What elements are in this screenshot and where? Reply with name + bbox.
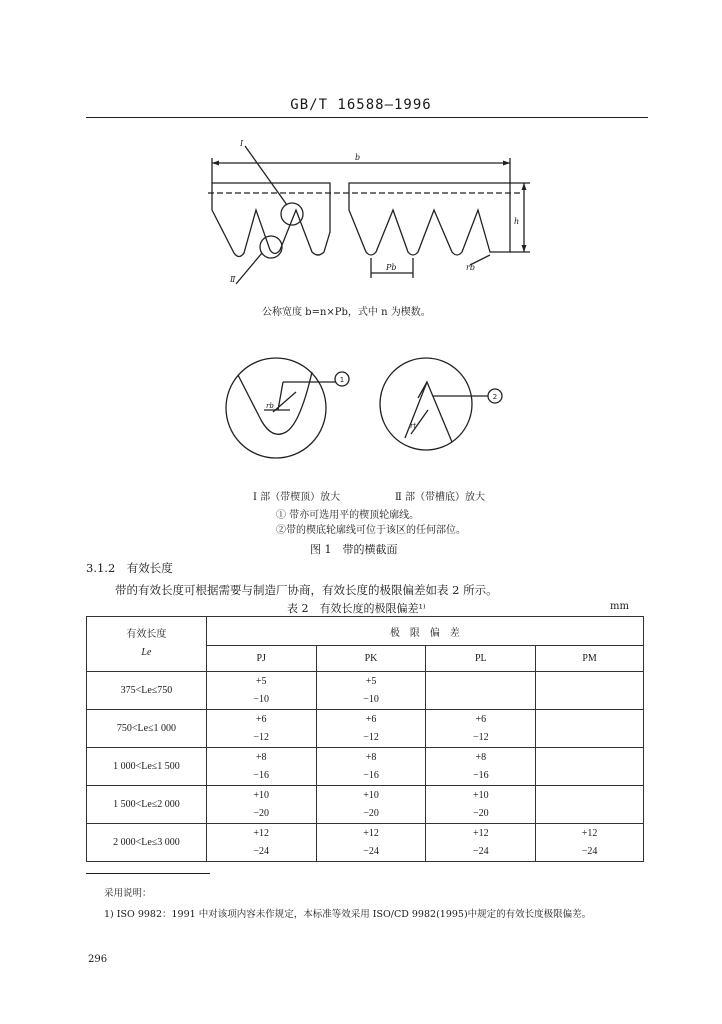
length-range-cell: 1 000<Le≤1 500 [87,748,207,786]
deviation-cell [426,672,536,710]
table-row [87,710,644,748]
table-row [87,672,644,710]
figure-formula: 公称宽度 b=n×Pb，式中 n 为楔数。 [262,307,431,318]
detail-caption-left: I 部（带楔顶）放大 [253,492,341,503]
circled-marker-2-label: 2 [492,393,498,401]
length-header-symbol: Le [141,647,152,658]
upper-deviation: +8 [475,751,487,763]
width-label: b [355,153,361,162]
deviation-group-header: 极 限 偏 差 [206,617,643,646]
lower-deviation: −24 [472,845,489,857]
upper-deviation: +6 [255,713,267,725]
deviation-cell [206,672,316,710]
upper-deviation: +8 [255,751,267,763]
lower-deviation: −16 [472,769,489,781]
deviation-cell [426,710,536,748]
deviation-cell [536,824,644,862]
column-header: PL [426,646,536,672]
pitch-label: Pb [386,263,397,272]
detail-circle-2 [380,358,472,450]
callout-label-I: I [240,139,244,148]
length-range-cell: 1 500<Le≤2 000 [87,786,207,824]
upper-deviation: +6 [475,713,487,725]
detail-1-profile [238,372,312,434]
footnote-heading: 采用说明： [104,888,152,899]
lower-deviation: −20 [253,807,270,819]
deviation-cell [426,748,536,786]
length-header-text: 有效长度 [126,629,167,640]
deviation-cell [206,748,316,786]
deviation-cell [316,824,426,862]
detail-2-radius-label: rt [410,422,417,430]
deviation-cell [206,710,316,748]
deviation-cell [316,710,426,748]
lower-deviation: −24 [253,845,270,857]
footnote-text: 1) ISO 9982：1991 中对该项内容未作规定，本标准等效采用 ISO/CD 9982(1995)中规定的有效长度极限偏差。 [104,909,592,920]
lower-deviation: −12 [472,731,489,743]
upper-deviation: +10 [253,789,270,801]
upper-deviation: +12 [581,827,598,839]
deviation-cell [206,824,316,862]
upper-deviation: +12 [472,827,489,839]
upper-deviation: +10 [472,789,489,801]
deviation-table [86,616,644,862]
section-paragraph: 带的有效长度可根据需要与制造厂协商，有效长度的极限偏差如表 2 所示。 [115,583,498,597]
column-header: PM [536,646,644,672]
deviation-cell [206,786,316,824]
callout-label-II: Ⅱ [230,275,236,284]
height-label: h [514,217,520,226]
table-row [87,786,644,824]
figure-title: 图 1 带的横截面 [310,543,398,556]
detail-circle-1 [226,358,326,458]
detail-1-radius-line [273,392,296,412]
deviation-cell [536,786,644,824]
lower-deviation: −20 [363,807,379,819]
table-row [87,748,644,786]
belt-right-segment [349,183,510,255]
lower-deviation: −20 [472,807,489,819]
deviation-cell [536,748,644,786]
length-range-cell: 750<Le≤1 000 [87,710,207,748]
upper-deviation: +5 [255,675,267,687]
lower-deviation: −10 [253,693,270,705]
upper-deviation: +6 [365,713,377,725]
page-number: 296 [88,954,108,965]
lower-deviation: −24 [581,845,598,857]
table-row [87,824,644,862]
deviation-cell [536,672,644,710]
column-header: PK [316,646,426,672]
lower-deviation: −16 [253,769,270,781]
lower-deviation: −12 [253,731,270,743]
deviation-cell [316,786,426,824]
document-header: GB/T 16588—1996 [290,97,432,113]
circled-marker-1-label: 1 [339,376,345,384]
figure-note-1: ① 带亦可选用平的楔顶轮廓线。 [276,510,420,521]
table-title: 表 2 有效长度的极限偏差¹⁾ [287,602,426,615]
deviation-cell [536,710,644,748]
callout-circle-II [260,236,282,258]
deviation-cell [316,672,426,710]
column-header: PJ [206,646,316,672]
deviation-cell [316,748,426,786]
deviation-cell [426,786,536,824]
footnote-rule [86,873,210,874]
lower-deviation: −16 [363,769,379,781]
belt-left-segment [212,183,330,257]
length-header [87,617,207,672]
radius-bottom-label: rb [466,263,475,272]
length-range-cell: 375<Le≤750 [87,672,207,710]
deviation-cell [426,824,536,862]
length-range-cell: 2 000<Le≤3 000 [87,824,207,862]
upper-deviation: +5 [365,675,377,687]
lower-deviation: −24 [363,845,379,857]
section-heading: 3.1.2 有效长度 [86,561,173,575]
lower-deviation: −12 [363,731,379,743]
lower-deviation: −10 [363,693,379,705]
detail-1-radius-label: rb [266,402,274,410]
upper-deviation: +12 [363,827,379,839]
table-unit: mm [610,601,629,612]
detail-caption-right: Ⅱ 部（带槽底）放大 [395,492,485,503]
upper-deviation: +10 [363,789,379,801]
figure-note-2: ②带的楔底轮廓线可位于该区的任何部位。 [276,525,466,536]
upper-deviation: +12 [253,827,270,839]
upper-deviation: +8 [365,751,377,763]
